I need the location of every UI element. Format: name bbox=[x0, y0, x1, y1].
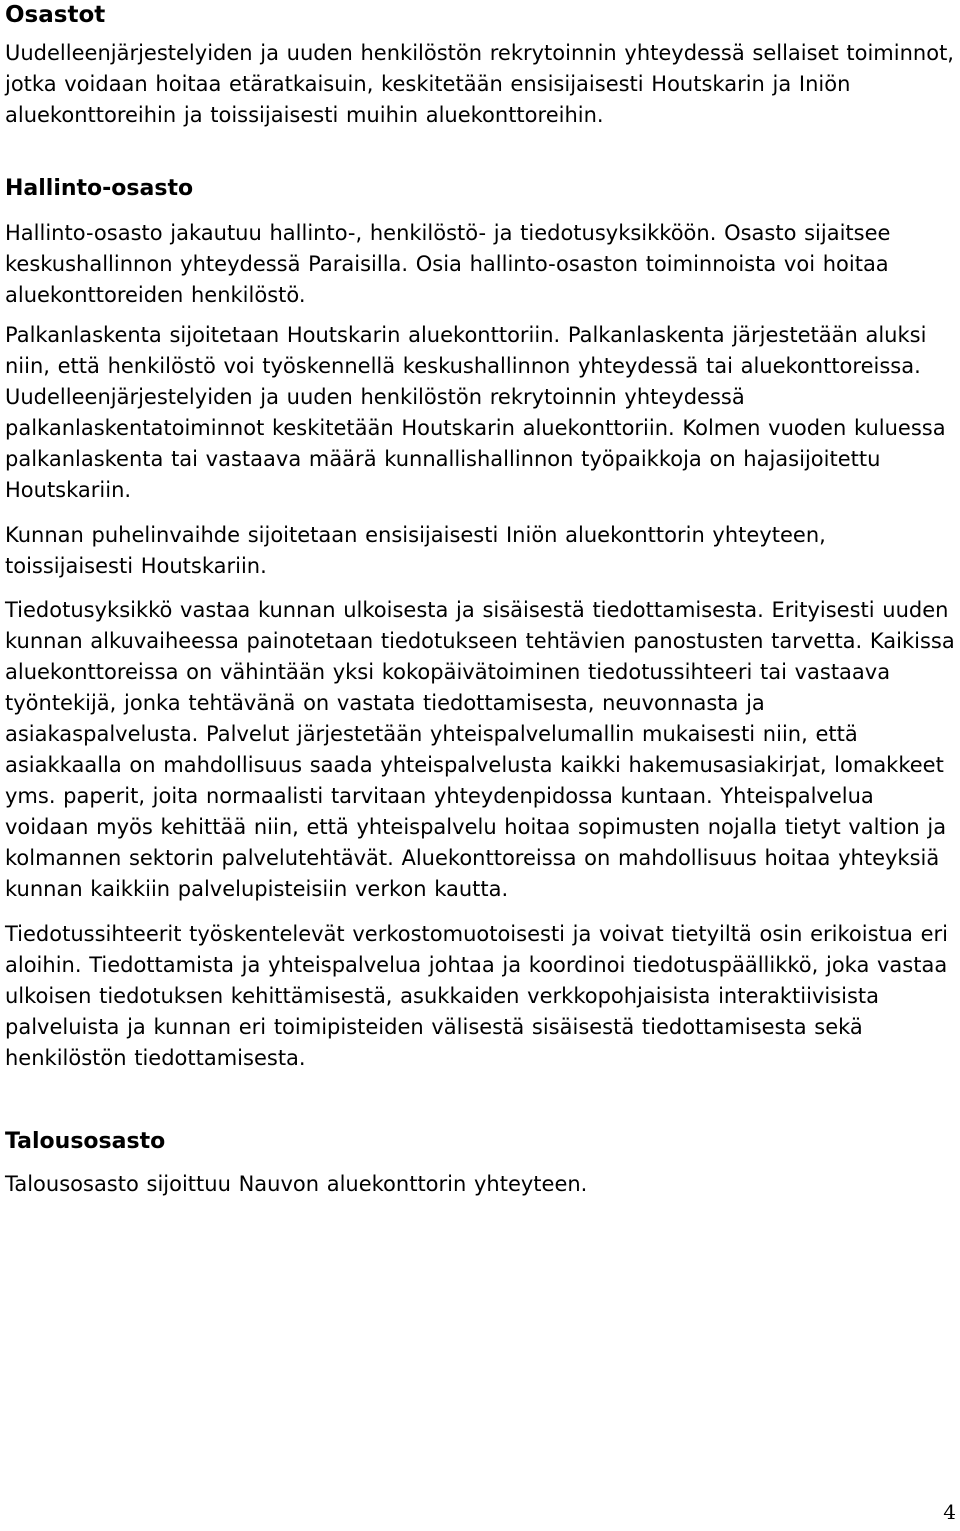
hallinto-paragraph-5: Tiedotussihteerit työskentelevät verkostomuotoisesti ja voivat tietyiltä osin erikoistua eri aloihin. Tiedottamista ja yhteispalvelua johtaa ja koordinoi tiedotuspäällikkö, joka vastaa ulkoisen tiedotuksen kehittämisestä, asukkaiden verkkopohjaisista interaktiivisista palveluista ja kunnan eri toimipisteiden välisestä sisäisestä tiedottamisesta sekä henkilöstön tiedottamisesta. bbox=[5, 922, 948, 1070]
page-heading: Osastot bbox=[5, 2, 106, 28]
page-number: 4 bbox=[943, 1500, 956, 1524]
hallinto-paragraph-1: Hallinto-osasto jakautuu hallinto-, henkilöstö- ja tiedotusyksikköön. Osasto sijaitsee keskushallinnon yhteydessä Paraisilla. Osia hallinto-osaston toiminnoista voi hoitaa aluekonttoreiden henkilöstö. bbox=[5, 221, 891, 307]
hallinto-paragraph-3: Kunnan puhelinvaihde sijoitetaan ensisijaisesti Iniön aluekonttorin yhteyteen, toissijaisesti Houtskariin. bbox=[5, 523, 826, 578]
document-page bbox=[5, 0, 955, 1200]
intro-paragraph: Uudelleenjärjestelyiden ja uuden henkilöstön rekrytoinnin yhteydessä sellaiset toiminnot, jotka voidaan hoitaa etäratkaisuin, keskitetään ensisijaisesti Houtskarin ja Iniön aluekonttoreihin ja toissijaisesti muihin aluekonttoreihin. bbox=[5, 41, 954, 127]
talous-paragraph-1: Talousosasto sijoittuu Nauvon aluekonttorin yhteyteen. bbox=[5, 1172, 588, 1196]
hallinto-paragraph-4: Tiedotusyksikkö vastaa kunnan ulkoisesta ja sisäisestä tiedottamisesta. Erityisesti uuden kunnan alkuvaiheessa painotetaan tiedotukseen tehtävien panostusten tarvetta. Kaikissa aluekonttoreissa on vähintään yksi kokopäivätoiminen tiedotussihteeri tai vastaava työntekijä, jonka tehtävänä on vastata tiedottamisesta, neuvonnasta ja asiakaspalvelusta. Palvelut järjestetään yhteispalvelumallin mukaisesti niin, että asiakkaalla on mahdollisuus saada yhteispalvelusta kaikki hakemusasiakirjat, lomakkeet yms. paperit, joita normaalisti tarvitaan yhteydenpidossa kuntaan. Yhteispalvelua voidaan myös kehittää niin, että yhteispalvelu hoitaa sopimusten nojalla tietyt valtion ja kolmannen sektorin palvelutehtävät. Aluekonttoreissa on mahdollisuus hoitaa yhteyksiä kunnan kaikkiin palvelupisteisiin verkon kautta. bbox=[5, 598, 955, 901]
section-title-hallinto: Hallinto-osasto bbox=[5, 176, 194, 201]
section-title-talous: Talousosasto bbox=[5, 1129, 166, 1154]
hallinto-paragraph-2: Palkanlaskenta sijoitetaan Houtskarin aluekonttoriin. Palkanlaskenta järjestetään aluksi niin, että henkilöstö voi työskennellä keskushallinnon yhteydessä tai aluekonttoreissa. Uudelleenjärjestelyiden ja uuden henkilöstön rekrytoinnin yhteydessä palkanlaskentatoiminnot keskitetään Houtskarin aluekonttoriin. Kolmen vuoden kuluessa palkanlaskenta tai vastaava määrä kunnallishallinnon työpaikkoja on hajasijoitettu Houtskariin. bbox=[5, 323, 946, 502]
